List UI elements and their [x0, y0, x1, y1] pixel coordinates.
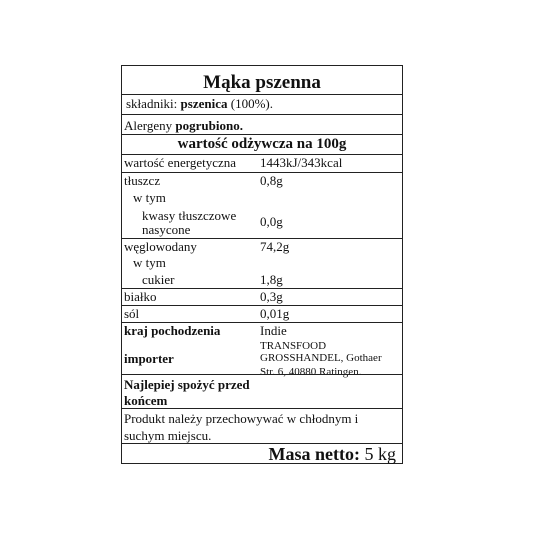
- nutrient-name: wartość energetyczna: [124, 155, 237, 170]
- ingredients-percent: (100%).: [230, 96, 273, 111]
- best-before-line: Najlepiej spożyć przed: [124, 377, 250, 392]
- allergens-value: pogrubiono.: [175, 118, 243, 133]
- nutrient-value: 0,0g: [260, 214, 283, 229]
- origin-value: Indie: [260, 323, 287, 338]
- nutrient-name-continued: nasycone: [142, 222, 191, 237]
- nutrient-name: tłuszcz: [124, 173, 161, 188]
- divider: [122, 408, 402, 409]
- divider: [122, 134, 402, 135]
- nutrition-header: wartość odżywcza na 100g: [177, 136, 347, 152]
- importer-label: importer: [124, 351, 174, 366]
- nutrient-value: 0,01g: [260, 306, 290, 321]
- nutrient-subheader: w tym: [133, 255, 166, 270]
- importer-line: TRANSFOOD: [260, 340, 327, 352]
- nutrient-name: kwasy tłuszczowe: [142, 208, 237, 223]
- ingredients-label: składniki:: [126, 96, 178, 111]
- product-label: [121, 65, 403, 464]
- divider: [122, 374, 402, 375]
- net-mass-value: 5 kg: [364, 444, 396, 464]
- product-title: Mąka pszenna: [203, 72, 321, 93]
- nutrient-name: węglowodany: [124, 239, 197, 254]
- storage-line: suchym miejscu.: [124, 428, 212, 443]
- nutrient-value: 1443kJ/343kcal: [260, 155, 343, 170]
- nutrient-value: 74,2g: [260, 239, 290, 254]
- net-mass-label: Masa netto:: [268, 444, 360, 464]
- ingredients-line: [126, 96, 273, 111]
- net-mass: [269, 444, 396, 465]
- nutrient-value: 0,8g: [260, 173, 283, 188]
- allergens-label: Alergeny: [124, 118, 173, 133]
- allergens-line: [124, 118, 243, 133]
- best-before-line: końcem: [124, 393, 168, 408]
- importer-line: GROSSHANDEL, Gothaer: [260, 352, 382, 364]
- origin-label: kraj pochodzenia: [124, 323, 221, 338]
- importer-line: Str. 6, 40880 Ratingen.: [260, 366, 362, 378]
- storage-line: Produkt należy przechowywać w chłodnym i: [124, 411, 359, 426]
- nutrient-name: cukier: [142, 272, 175, 287]
- nutrient-value: 0,3g: [260, 289, 283, 304]
- nutrient-name: sól: [124, 306, 140, 321]
- nutrient-name: białko: [124, 289, 157, 304]
- nutrient-subheader: w tym: [133, 190, 166, 205]
- nutrient-value: 1,8g: [260, 272, 283, 287]
- divider: [122, 94, 402, 95]
- ingredients-name: pszenica: [180, 96, 228, 111]
- divider: [122, 114, 402, 115]
